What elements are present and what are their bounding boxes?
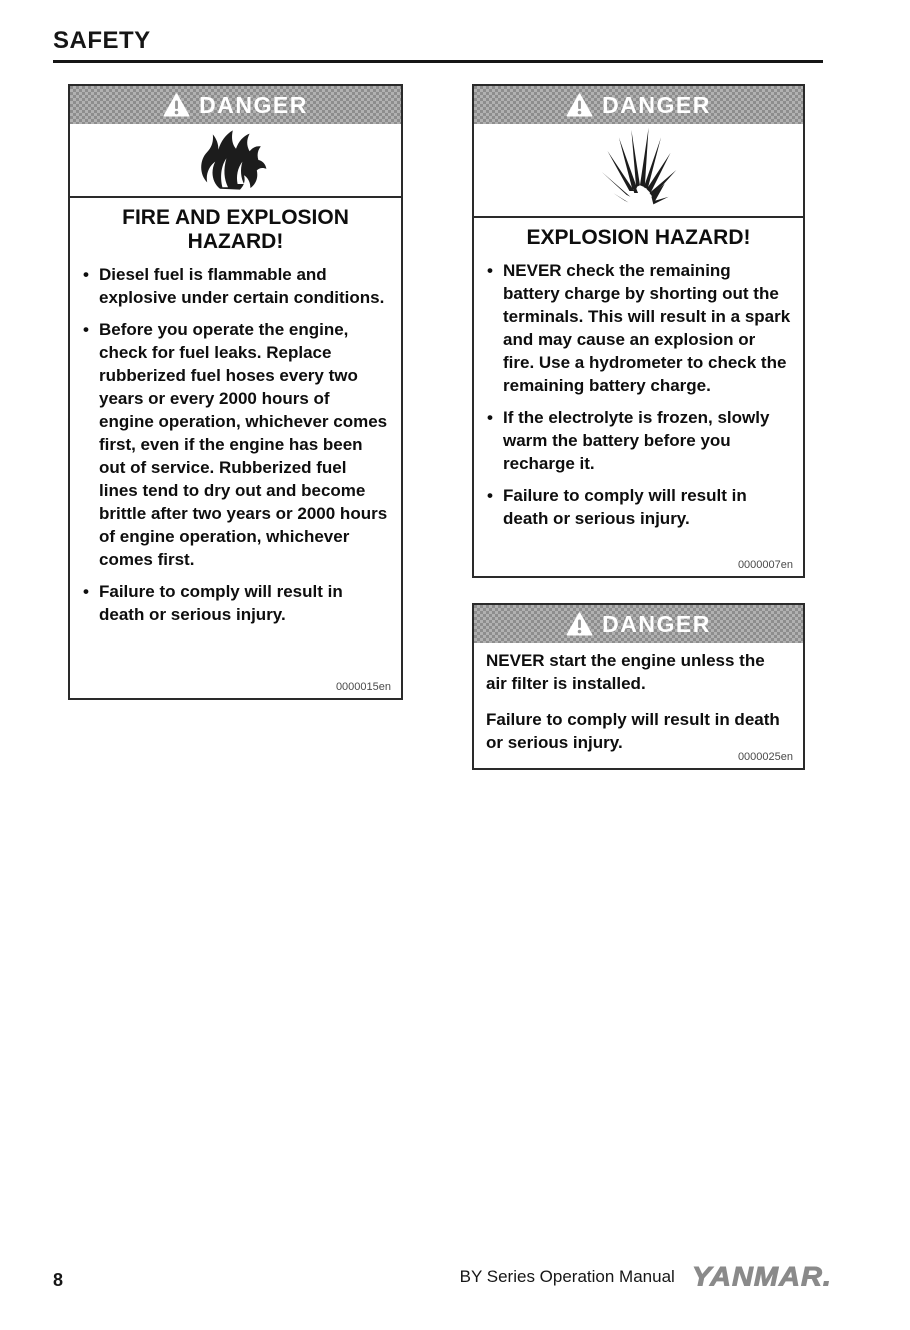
- header-rule: [53, 60, 823, 63]
- bullet-dot: •: [487, 486, 493, 505]
- page-number: 8: [53, 1270, 64, 1290]
- warning-triangle-icon: [163, 93, 190, 117]
- danger-label: DANGER: [199, 91, 308, 118]
- warning-paragraph: NEVER start the engine unless the air filter is installed.: [486, 651, 765, 693]
- danger-label: DANGER: [602, 610, 711, 637]
- bullet-text: Failure to comply will result in death or serious injury.: [99, 582, 343, 624]
- warning-paragraph: Failure to comply will result in death or serious injury.: [486, 710, 780, 752]
- footer: [460, 1260, 832, 1294]
- warning-bullet-list: [474, 259, 803, 530]
- warning-bullet: [486, 259, 791, 397]
- bullet-text: NEVER check the remaining battery charge by shorting out the terminals. This will result in a spark and may cause an explosion or fire. Use a hydrometer to check the remaining battery charge.: [503, 261, 791, 395]
- danger-label: DANGER: [602, 91, 711, 118]
- page-section-title: SAFETY: [53, 27, 151, 54]
- warning-title: EXPLOSION HAZARD!: [526, 226, 751, 249]
- yanmar-logo: YANMAR.: [691, 1261, 832, 1292]
- warning-code: 0000025en: [737, 751, 793, 763]
- warning-triangle-icon: [566, 612, 593, 636]
- bullet-dot: •: [83, 582, 89, 601]
- bullet-text: If the electrolyte is frozen, slowly warm the battery before you recharge it.: [503, 408, 770, 473]
- warning-code: 0000007en: [737, 559, 793, 571]
- explosion-icon: [596, 126, 682, 214]
- flame-icon: [195, 128, 277, 192]
- warning-box-explosion: [472, 84, 805, 578]
- danger-banner: [70, 86, 401, 124]
- warning-bullet-list: [70, 263, 401, 626]
- warning-bullet: [82, 580, 389, 626]
- bullet-text: Failure to comply will result in death or serious injury.: [503, 486, 747, 528]
- hazard-icon-area: [70, 124, 401, 198]
- bullet-dot: •: [83, 265, 89, 284]
- bullet-dot: •: [83, 320, 89, 339]
- hazard-icon-area: [474, 124, 803, 218]
- warning-triangle-icon: [566, 93, 593, 117]
- bullet-text: Before you operate the engine, check for fuel leaks. Replace rubberized fuel hoses every two years or every 2000 hours of engine operation, whichever comes first, even if the engine has been out of service. Rubberized fuel lines tend to dry out and become brittle after two years or 2000 hours of engine operation, whichever comes first.: [99, 320, 388, 569]
- warning-box-air-filter: [472, 603, 805, 770]
- warning-bullet: [486, 484, 791, 530]
- warning-bullet: [486, 406, 791, 475]
- warning-bullet: [82, 318, 389, 571]
- bullet-dot: •: [487, 261, 493, 280]
- warning-bullet: [82, 263, 389, 309]
- warning-title: FIRE AND EXPLOSION HAZARD!: [122, 206, 349, 253]
- danger-banner: [474, 605, 803, 643]
- manual-title: BY Series Operation Manual: [459, 1267, 675, 1286]
- danger-banner: [474, 86, 803, 124]
- warning-box-fire-explosion: [68, 84, 403, 700]
- bullet-text: Diesel fuel is flammable and explosive under certain conditions.: [99, 265, 385, 307]
- bullet-dot: •: [487, 408, 493, 427]
- warning-code: 0000015en: [335, 681, 391, 693]
